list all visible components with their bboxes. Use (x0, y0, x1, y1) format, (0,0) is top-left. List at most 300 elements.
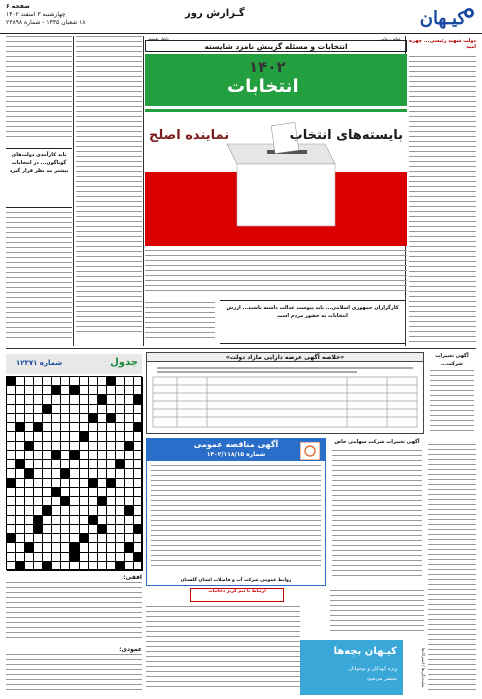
crossword-cell (16, 377, 25, 386)
crossword-cell (134, 516, 143, 525)
crossword-cell (7, 405, 16, 414)
crossword-cell (43, 451, 52, 460)
crossword-cell (7, 460, 16, 469)
crossword-cell (61, 377, 70, 386)
crossword-grid (6, 376, 142, 570)
crossword-cell (70, 414, 79, 423)
crossword-cell (25, 460, 34, 469)
crossword-cell (25, 377, 34, 386)
crossword-cell (70, 506, 79, 515)
crossword-cell (116, 405, 125, 414)
crossword-cell (125, 386, 134, 395)
crossword-cell (116, 432, 125, 441)
crossword-cell (43, 423, 52, 432)
crossword-cell (134, 543, 143, 552)
vertical-label: عمودی: (119, 646, 142, 653)
crossword-cell (125, 405, 134, 414)
crossword-cell (25, 469, 34, 478)
crossword-cell (25, 479, 34, 488)
crossword-cell (52, 405, 61, 414)
crossword-cell (43, 414, 52, 423)
crossword-cell (116, 423, 125, 432)
crossword-cell (107, 469, 116, 478)
crossword-cell (52, 534, 61, 543)
page-label: صفحه ۶ (6, 3, 30, 10)
crossword-cell (116, 525, 125, 534)
crossword-cell (89, 497, 98, 506)
crossword-cell (125, 377, 134, 386)
crossword-cell (89, 442, 98, 451)
crossword-cell (70, 432, 79, 441)
crossword-cell (116, 553, 125, 562)
crossword-cell (52, 451, 61, 460)
crossword-cell (89, 534, 98, 543)
crossword-cell (52, 432, 61, 441)
crossword-cell (61, 543, 70, 552)
crossword-cell (80, 488, 89, 497)
crossword-cell (107, 543, 116, 552)
crossword-cell (125, 469, 134, 478)
left-column-text-2 (6, 36, 72, 144)
crossword-cell (89, 562, 98, 571)
crossword-cell (134, 469, 143, 478)
crossword-cell (107, 423, 116, 432)
crossword-cell (70, 543, 79, 552)
crossword-cell (107, 395, 116, 404)
crossword-cell (7, 386, 16, 395)
crossword-cell (98, 423, 107, 432)
crossword-cell (80, 562, 89, 571)
crossword-cell (80, 506, 89, 515)
clues-area (6, 572, 142, 694)
crossword-cell (52, 460, 61, 469)
main-headline: انتخابات و مسئله گزینش نامزد شایسته (145, 40, 407, 52)
crossword-cell (61, 395, 70, 404)
crossword-cell (116, 562, 125, 571)
crossword-cell (25, 423, 34, 432)
image-slogan-2: نماینده اصلح (149, 128, 230, 143)
crossword-cell (98, 414, 107, 423)
crossword-cell (34, 479, 43, 488)
crossword-cell (80, 497, 89, 506)
crossword-cell (134, 506, 143, 515)
crossword-cell (125, 479, 134, 488)
crossword-cell (98, 386, 107, 395)
crossword-cell (7, 534, 16, 543)
crossword-number: شماره ۱۲۳۷۱ (16, 359, 63, 367)
crossword-cell (52, 516, 61, 525)
crossword-cell (80, 451, 89, 460)
crossword-cell (16, 432, 25, 441)
crossword-cell (16, 386, 25, 395)
crossword-cell (134, 460, 143, 469)
crossword-cell (125, 562, 134, 571)
crossword-cell (16, 534, 25, 543)
crossword-cell (89, 469, 98, 478)
crossword-cell (61, 405, 70, 414)
crossword-cell (107, 562, 116, 571)
kayhan-kids-sub: ویژه کودکان و نوجوانان (348, 666, 397, 672)
crossword-cell (98, 553, 107, 562)
crossword-cell (89, 377, 98, 386)
crossword-cell (16, 488, 25, 497)
crossword-cell (80, 516, 89, 525)
company-changes-ad (330, 438, 424, 586)
crossword-cell (98, 469, 107, 478)
crossword-cell (116, 395, 125, 404)
crossword-cell (43, 395, 52, 404)
crossword-cell (61, 479, 70, 488)
crossword-cell (16, 405, 25, 414)
crossword-cell (134, 414, 143, 423)
crossword-cell (116, 543, 125, 552)
crossword-cell (125, 497, 134, 506)
right-column-ad (428, 352, 476, 440)
crossword-cell (61, 423, 70, 432)
crossword-cell (70, 469, 79, 478)
crossword-cell (34, 553, 43, 562)
crossword-cell (98, 525, 107, 534)
crossword-cell (25, 405, 34, 414)
tender-ad (146, 438, 326, 586)
crossword-cell (34, 469, 43, 478)
crossword-cell (34, 562, 43, 571)
crossword-cell (70, 488, 79, 497)
crossword-cell (7, 414, 16, 423)
crossword-cell (125, 506, 134, 515)
crossword-cell (116, 469, 125, 478)
crossword-cell (61, 534, 70, 543)
crossword-cell (116, 451, 125, 460)
crossword-cell (98, 451, 107, 460)
crossword-cell (43, 525, 52, 534)
crossword-cell (7, 497, 16, 506)
government-assets-ad (146, 352, 424, 434)
crossword-cell (16, 479, 25, 488)
crossword-cell (98, 488, 107, 497)
crossword-cell (7, 488, 16, 497)
crossword-cell (134, 479, 143, 488)
crossword-cell (70, 405, 79, 414)
crossword-cell (80, 469, 89, 478)
crossword-cell (125, 460, 134, 469)
crossword-cell (116, 534, 125, 543)
kayhan-logo (419, 4, 476, 30)
crossword-cell (107, 451, 116, 460)
section-title: گـزارش روز (185, 8, 245, 19)
crossword-cell (107, 516, 116, 525)
crossword-cell (125, 553, 134, 562)
crossword-cell (89, 460, 98, 469)
crossword-cell (107, 405, 116, 414)
crossword-cell (25, 497, 34, 506)
crossword-cell (34, 506, 43, 515)
crossword-cell (7, 516, 16, 525)
crossword-cell (7, 479, 16, 488)
left-pull-quote: باید کارآمدی دولت‌های گوناگون... در انتخابات بیشتر مد نظر قرار گیرد (6, 148, 72, 208)
crossword-cell (43, 543, 52, 552)
crossword-cell (16, 442, 25, 451)
crossword-cell (107, 553, 116, 562)
crossword-cell (80, 405, 89, 414)
crossword-cell (98, 442, 107, 451)
crossword-cell (61, 553, 70, 562)
crossword-cell (98, 534, 107, 543)
crossword-cell (98, 562, 107, 571)
right-column-ad-title: آگهی تغییرات شرکت... (435, 353, 469, 367)
crossword-header (6, 354, 142, 374)
crossword-cell (7, 469, 16, 478)
crossword-cell (89, 525, 98, 534)
crossword-cell (61, 442, 70, 451)
crossword-cell (52, 553, 61, 562)
crossword-cell (107, 377, 116, 386)
tender-title-banner (147, 439, 325, 461)
crossword-cell (61, 414, 70, 423)
main-article-text (145, 250, 407, 298)
crossword-cell (70, 386, 79, 395)
crossword-cell (80, 432, 89, 441)
crossword-cell (7, 395, 16, 404)
kayhan-kids-ad (300, 640, 403, 695)
crossword-cell (16, 469, 25, 478)
crossword-cell (25, 442, 34, 451)
crossword-cell (16, 423, 25, 432)
crossword-cell (116, 442, 125, 451)
crossword-cell (125, 395, 134, 404)
crossword-cell (70, 516, 79, 525)
crossword-cell (98, 497, 107, 506)
crossword-cell (34, 432, 43, 441)
crossword-cell (43, 506, 52, 515)
crossword-cell (80, 442, 89, 451)
crossword-cell (16, 562, 25, 571)
crossword-cell (43, 516, 52, 525)
crossword-cell (116, 460, 125, 469)
right-sidebar-text (409, 56, 476, 346)
crossword-cell (70, 497, 79, 506)
crossword-cell (134, 497, 143, 506)
crossword-cell (98, 479, 107, 488)
crossword-cell (80, 377, 89, 386)
crossword-cell (80, 395, 89, 404)
crossword-cell (16, 451, 25, 460)
crossword-cell (25, 506, 34, 515)
crossword-cell (52, 479, 61, 488)
crossword-cell (43, 460, 52, 469)
crossword-cell (25, 414, 34, 423)
crossword-cell (134, 442, 143, 451)
crossword-cell (98, 432, 107, 441)
crossword-cell (52, 497, 61, 506)
crossword-cell (80, 534, 89, 543)
crossword-cell (52, 395, 61, 404)
crossword-cell (134, 488, 143, 497)
crossword-cell (107, 432, 116, 441)
crossword-cell (43, 469, 52, 478)
crossword (6, 354, 142, 570)
crossword-cell (52, 423, 61, 432)
crossword-cell (43, 553, 52, 562)
crossword-cell (61, 432, 70, 441)
crossword-cell (52, 386, 61, 395)
crossword-cell (43, 488, 52, 497)
crossword-cell (61, 460, 70, 469)
crossword-cell (52, 414, 61, 423)
crossword-cell (107, 506, 116, 515)
crossword-cell (80, 553, 89, 562)
crossword-cell (52, 543, 61, 552)
crossword-cell (25, 543, 34, 552)
crossword-cell (61, 469, 70, 478)
crossword-cell (134, 525, 143, 534)
crossword-cell (89, 386, 98, 395)
crossword-cell (80, 525, 89, 534)
crossword-cell (34, 395, 43, 404)
crossword-cell (107, 414, 116, 423)
main-article-quote: کارگزاران جمهوری اسلامی... باید پیوست عدالت داشته باشند... ارزش انتخابات به حضور مردم است (220, 300, 405, 344)
crossword-cell (52, 442, 61, 451)
crossword-cell (80, 423, 89, 432)
crossword-cell (80, 386, 89, 395)
crossword-cell (34, 386, 43, 395)
crossword-cell (89, 405, 98, 414)
crossword-cell (43, 377, 52, 386)
image-year: ۱۴۰۲ (249, 58, 286, 76)
crossword-cell (34, 414, 43, 423)
crossword-cell (107, 525, 116, 534)
horizontal-label: افقی: (123, 574, 142, 581)
crossword-cell (89, 488, 98, 497)
crossword-cell (70, 377, 79, 386)
crossword-cell (61, 497, 70, 506)
crossword-cell (34, 442, 43, 451)
crossword-cell (16, 497, 25, 506)
page-header (0, 0, 482, 34)
crossword-cell (134, 553, 143, 562)
crossword-cell (61, 562, 70, 571)
crossword-cell (16, 516, 25, 525)
assets-table (147, 363, 423, 433)
image-word: انتخابات (227, 76, 299, 97)
crossword-cell (25, 488, 34, 497)
crossword-cell (125, 414, 134, 423)
crossword-cell (70, 460, 79, 469)
crossword-cell (125, 488, 134, 497)
crossword-cell (134, 562, 143, 571)
crossword-cell (107, 442, 116, 451)
crossword-cell (43, 386, 52, 395)
crossword-cell (98, 395, 107, 404)
crossword-cell (89, 479, 98, 488)
crossword-cell (116, 506, 125, 515)
crossword-cell (125, 534, 134, 543)
crossword-cell (7, 543, 16, 552)
crossword-cell (16, 543, 25, 552)
crossword-cell (25, 451, 34, 460)
crossword-cell (89, 553, 98, 562)
crossword-cell (89, 395, 98, 404)
crossword-cell (52, 377, 61, 386)
crossword-cell (43, 479, 52, 488)
crossword-cell (61, 506, 70, 515)
crossword-cell (107, 460, 116, 469)
crossword-cell (25, 386, 34, 395)
crossword-cell (89, 414, 98, 423)
crossword-cell (107, 386, 116, 395)
crossword-cell (107, 497, 116, 506)
date-line-1: چهارشنبه ۳ اسفند ۱۴۰۲ (6, 11, 66, 18)
image-slogan-1: بایسته‌های انتخاب (289, 128, 403, 143)
crossword-cell (61, 516, 70, 525)
crossword-cell (52, 469, 61, 478)
crossword-cell (70, 479, 79, 488)
crossword-cell (98, 516, 107, 525)
crossword-cell (34, 451, 43, 460)
crossword-cell (134, 432, 143, 441)
crossword-cell (116, 479, 125, 488)
crossword-title: جدول (110, 357, 138, 368)
crossword-cell (7, 432, 16, 441)
crossword-cell (98, 405, 107, 414)
crossword-cell (43, 405, 52, 414)
crossword-cell (98, 460, 107, 469)
crossword-cell (125, 442, 134, 451)
kayhan-kids-sub2: منتشر می‌شود (366, 676, 397, 682)
subscription-box: نماینده‌گی‌ها / اشتراک‌ها (421, 647, 426, 688)
crossword-cell (7, 525, 16, 534)
crossword-cell (134, 395, 143, 404)
crossword-cell (116, 414, 125, 423)
crossword-cell (80, 543, 89, 552)
date-line-2: ۱۸ شعبان ۱۴۴۵ - شماره ۲۳۸۹۸ (6, 19, 86, 26)
crossword-cell (98, 543, 107, 552)
crossword-cell (89, 451, 98, 460)
crossword-cell (7, 451, 16, 460)
crossword-cell (52, 506, 61, 515)
crossword-cell (43, 432, 52, 441)
crossword-cell (70, 451, 79, 460)
crossword-cell (25, 395, 34, 404)
crossword-cell (25, 553, 34, 562)
company-changes-title: آگهی تغییرات شرکت سهامی خاص (334, 439, 420, 445)
crossword-cell (107, 479, 116, 488)
crossword-cell (52, 488, 61, 497)
crossword-cell (70, 442, 79, 451)
crossword-cell (89, 516, 98, 525)
crossword-cell (107, 488, 116, 497)
crossword-cell (43, 562, 52, 571)
right-sidebar-headline: دولت شهید رئیسی... چهره امید (409, 38, 476, 50)
tender-title: آگهی مناقصه عمومی (193, 440, 279, 449)
crossword-cell (89, 423, 98, 432)
crossword-cell (89, 543, 98, 552)
crossword-cell (43, 534, 52, 543)
tender-footer: روابط عمومی شرکت آب و فاضلاب استان گلستان (180, 578, 292, 583)
crossword-cell (52, 562, 61, 571)
crossword-cell (125, 525, 134, 534)
crossword-cell (61, 386, 70, 395)
crossword-cell (34, 423, 43, 432)
logo-wordmark: کیـهان (419, 8, 466, 29)
crossword-cell (134, 451, 143, 460)
election-illustration (145, 54, 407, 246)
red-note: ارتباط با تیم گریز دخانیات (190, 588, 284, 602)
kicker-left: یاشار تقسیم (148, 36, 169, 41)
crossword-cell (125, 432, 134, 441)
crossword-cell (16, 414, 25, 423)
crossword-cell (34, 525, 43, 534)
